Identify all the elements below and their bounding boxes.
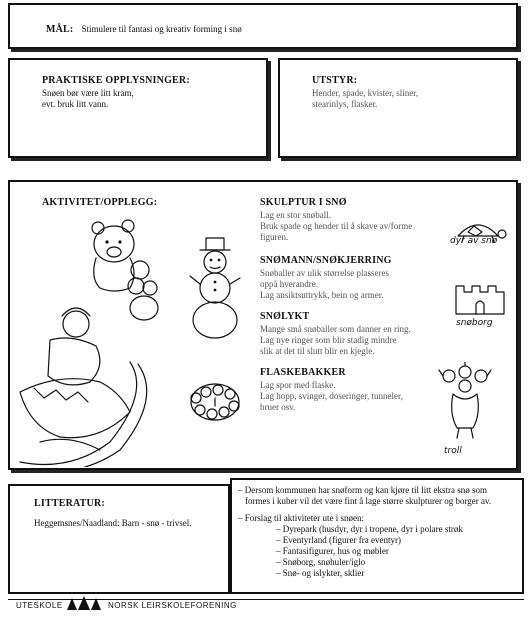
equipment-line-1: Hender, spade, kvister, sliner, xyxy=(312,88,419,98)
practical-line-2: evt. bruk litt vann. xyxy=(42,99,109,109)
section-lantern-line-1: Mange små snøballer som danner en ring. xyxy=(260,324,411,334)
snow-bear-drawing xyxy=(92,220,158,320)
section-bottle-line-3: bruer osv. xyxy=(260,402,296,412)
caption-castle: snøborg xyxy=(456,318,493,328)
trees-logo-icon xyxy=(66,596,102,617)
activity-box xyxy=(8,180,518,470)
notes-item-5: – Snø- og islykter, sklier xyxy=(276,568,365,578)
notes-line-1: – Dersom kommunen har snøform og kan kjøre til litt ekstra snø som xyxy=(238,485,487,495)
section-lantern-line-2: Lag nye ringer som blir stadig mindre xyxy=(260,335,397,345)
section-snowman-line-2: oppå hverandre. xyxy=(260,279,318,289)
goal-label: MÅL: xyxy=(46,24,74,35)
activity-illustration xyxy=(10,212,250,467)
literature-text: Heggemsnes/Naadland: Barn - snø - trivsel. xyxy=(34,518,192,528)
footer-right: NORSK LEIRSKOLEFORENING xyxy=(108,601,237,610)
turtle-drawing xyxy=(450,212,510,252)
section-sculpture-line-3: figuren. xyxy=(260,232,289,242)
notes-box xyxy=(230,478,524,594)
footer-left: UTESKOLE xyxy=(16,601,63,610)
section-sculpture xyxy=(260,197,430,243)
section-bottle-line-1: Lag spor med flaske. xyxy=(260,380,336,390)
caption-zoo: dyr av snø xyxy=(450,236,498,246)
equipment-box xyxy=(278,58,518,158)
snowman-drawing xyxy=(190,238,240,338)
caption-troll: troll xyxy=(444,446,462,456)
section-snowman-line-1: Snøballer av ulik størrelse plasseres xyxy=(260,268,389,278)
castle-drawing xyxy=(450,276,510,316)
notes-item-1: – Dyrepark (husdyr, dyr i tropene, dyr i polare strøk xyxy=(276,524,463,534)
section-bottle-line-2: Lag hopp, svinger, doseringer, tunneler, xyxy=(260,391,403,401)
section-sculpture-line-1: Lag en stor snøball. xyxy=(260,210,331,220)
section-lantern-title: SNØLYKT xyxy=(260,311,310,322)
footer xyxy=(8,599,524,614)
section-bottle xyxy=(260,367,430,413)
section-snowman-title: SNØMANN/SNØKJERRING xyxy=(260,255,392,266)
activity-title: AKTIVITET/OPPLEGG: xyxy=(42,197,158,208)
troll-drawing xyxy=(435,362,495,442)
section-lantern-line-3: slik at det til slutt blir en kjegle. xyxy=(260,346,375,356)
practical-line-1: Snøen bør være litt kram, xyxy=(42,88,134,98)
section-lantern xyxy=(260,311,430,357)
section-bottle-title: FLASKEBAKKER xyxy=(260,367,346,378)
equipment-line-2: stearinlys, flasker. xyxy=(312,99,378,109)
literature-box xyxy=(8,484,230,594)
notes-line-2: formes i kuber vil det være fint å lage større skulpturer og borger av. xyxy=(245,496,492,506)
child-sledding-drawing xyxy=(20,308,147,467)
section-sculpture-title: SKULPTUR I SNØ xyxy=(260,197,347,208)
goal-text: Stimulere til fantasi og kreativ forming i snø xyxy=(81,24,242,34)
literature-title: LITTERATUR: xyxy=(34,498,105,509)
snow-lantern-drawing xyxy=(191,384,239,420)
notes-intro: – Forslag til aktiviteter ute i snøen: xyxy=(238,513,364,523)
equipment-title: UTSTYR: xyxy=(312,75,358,86)
notes-item-2: – Eventyrland (figurer fra eventyr) xyxy=(276,535,401,545)
section-snowman-line-3: Lag ansiktsuttrykk, bein og armer. xyxy=(260,290,384,300)
practical-title: PRAKTISKE OPPLYSNINGER: xyxy=(42,75,190,86)
section-snowman xyxy=(260,255,430,301)
notes-item-4: – Snøborg, snøhuler/iglo xyxy=(276,557,366,567)
goal-box xyxy=(8,3,518,49)
notes-item-3: – Fantasifigurer, hus og møbler xyxy=(276,546,389,556)
section-sculpture-line-2: Bruk spade og hender til å skave av/forme xyxy=(260,221,413,231)
practical-box xyxy=(8,58,268,158)
